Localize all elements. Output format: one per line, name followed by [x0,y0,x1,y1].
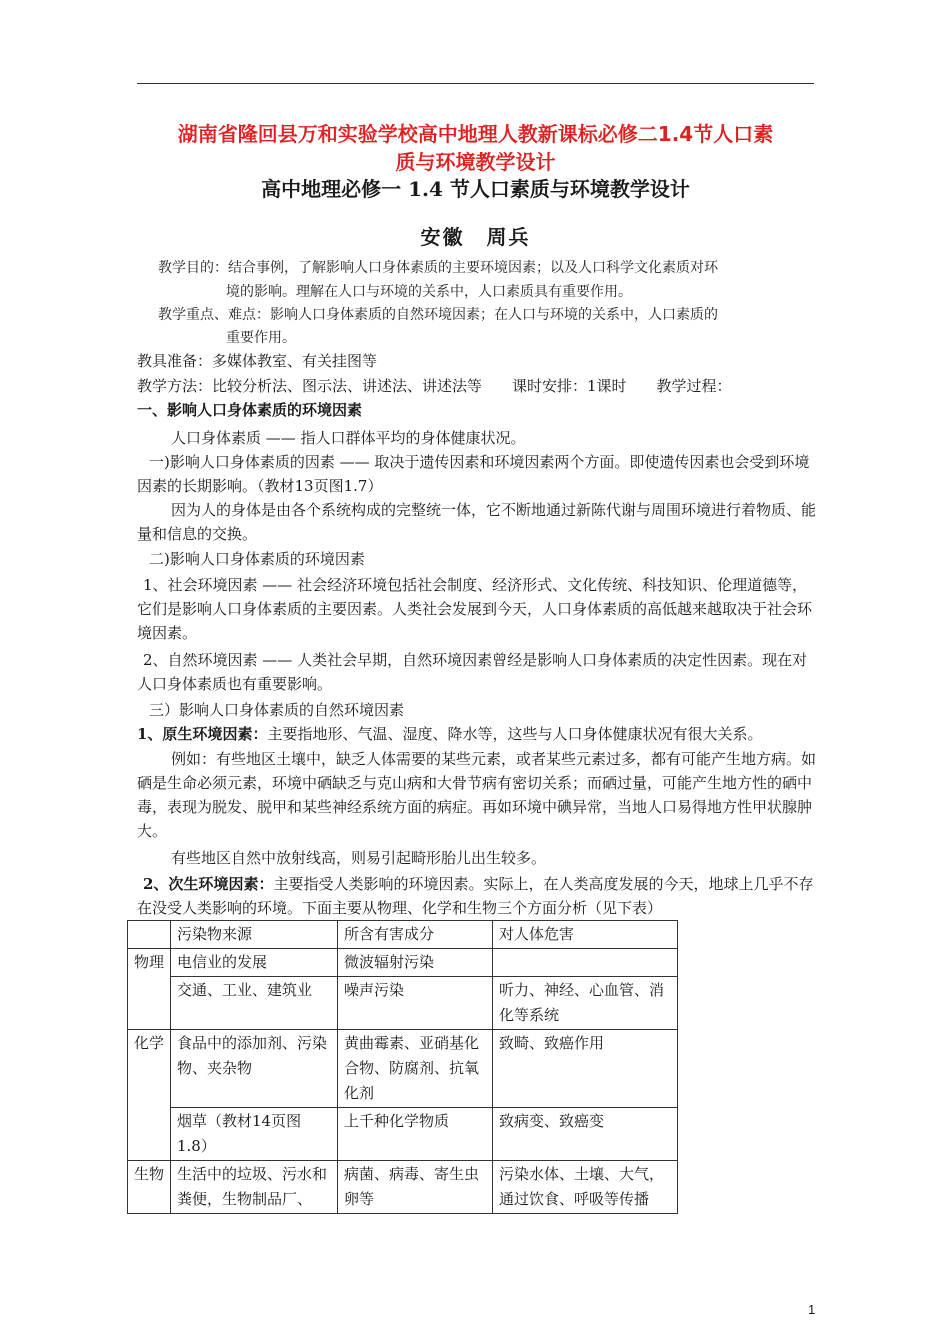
table-cell: 交通、工业、建筑业 [171,977,338,1030]
category-biology: 生物 [128,1161,171,1214]
page-number: 1 [808,1302,816,1317]
table-row [128,1161,678,1214]
table-cell: 食品中的添加剂、污染物、夹杂物 [171,1030,338,1108]
header-cell: 对人体危害 [493,921,678,949]
header-rule [137,83,814,84]
primary-factor-label: 1、原生环境因素： [137,725,268,743]
category-chemistry: 化学 [128,1030,171,1161]
table-row [128,1030,678,1108]
objective-line-1: 教学目的：结合事例，了解影响人口身体素质的主要环境因素；以及人口科学文化素质对环 [158,260,718,276]
radiation-paragraph: 有些地区自然中放射线高，则易引起畸形胎儿出生较多。 [171,849,547,867]
lesson-title: 高中地理必修一 1.4 节人口素质与环境教学设计 [261,177,690,201]
key-points-line-1: 教学重点、难点：影响人口身体素质的自然环境因素；在人口与环境的关系中，人口素质的 [158,307,718,323]
body-system-paragraph: 因为人的身体是由各个系统构成的完整统一体，它不断地通过新陈代谢与周围环境进行着物质、能量和信息的交换。 [137,501,817,543]
header-cell [128,921,171,949]
table-cell: 烟草（教材14页图1.8） [171,1108,338,1161]
table-cell: 污染水体、土壤、大气，通过饮食、呼吸等传播 [493,1161,678,1214]
pollution-table [127,920,678,1214]
table-cell: 噪声污染 [338,977,493,1030]
header-cell: 污染物来源 [171,921,338,949]
table-cell [493,949,678,977]
secondary-factor-label: 2、次生环境因素： [143,875,274,893]
table-header-row [128,921,678,949]
natural-factor-paragraph: 2、自然环境因素 —— 人类社会早期，自然环境因素曾经是影响人口身体素质的决定性因素。现在对人口身体素质也有重要影响。 [137,651,808,693]
key-points-line-2: 重要作用。 [226,330,296,346]
example-paragraph: 例如：有些地区土壤中，缺乏人体需要的某些元素，或者某些元素过多，都有可能产生地方病。如硒是生命必须元素，环境中硒缺乏与克山病和大骨节病有密切关系；而硒过量，可能产生地方性的硒中毒，表现为脱发、脱甲和某些神经系统方面的病症。再如环境中碘异常，当地人口易得地方性甲状腺肿大。 [137,750,817,840]
primary-factor-paragraph [137,722,817,746]
table-cell: 上千种化学物质 [338,1108,493,1161]
table-cell: 听力、神经、心血管、消化等系统 [493,977,678,1030]
definition-paragraph: 人口身体素质 —— 指人口群体平均的身体健康状况。 [171,429,526,447]
table-cell: 致畸、致癌作用 [493,1030,678,1108]
teaching-tools: 教具准备：多媒体教室、有关挂图等 [137,352,378,370]
table-cell: 黄曲霉素、亚硝基化合物、防腐剂、抗氧化剂 [338,1030,493,1108]
secondary-factor-text: 主要指受人类影响的环境因素。实际上，在人类高度发展的今天，地球上几乎不存在没受人类影响的环境。下面主要从物理、化学和生物三个方面分析（见下表） [137,875,814,917]
title-line-2: 质与环境教学设计 [395,150,556,174]
header-cell: 所含有害成分 [338,921,493,949]
objective-line-2: 境的影响。理解在人口与环境的关系中，人口素质具有重要作用。 [226,284,632,300]
subheading-2: 二)影响人口身体素质的环境因素 [149,550,365,568]
table-row [128,977,678,1030]
category-physics: 物理 [128,949,171,1030]
table-cell: 致病变、致癌变 [493,1108,678,1161]
subheading-3: 三）影响人口身体素质的自然环境因素 [149,701,405,719]
title-line-1: 湖南省隆回县万和实验学校高中地理人教新课标必修二1.4节人口素 [177,122,774,146]
teaching-methods: 教学方法：比较分析法、图示法、讲述法、讲述法等 课时安排：1课时 教学过程： [137,377,732,395]
section-1-heading: 一、影响人口身体素质的环境因素 [137,401,363,419]
social-factor-paragraph: 1、社会环境因素 —— 社会经济环境包括社会制度、经济形式、文化传统、科技知识、伦理道德等，它们是影响人口身体素质的主要因素。人类社会发展到今天，人口身体素质的高低越来越取决于社会环境因素。 [137,576,813,642]
table-cell: 微波辐射污染 [338,949,493,977]
table-row [128,949,678,977]
factors-paragraph: 一)影响人口身体素质的因素 —— 取决于遗传因素和环境因素两个方面。即使遗传因素也会受到环境因素的长期影响。（教材13页图1.7） [137,453,810,495]
table-cell: 病菌、病毒、寄生虫卵等 [338,1161,493,1214]
author: 安徽 周兵 [420,225,531,249]
table-row [128,1108,678,1161]
primary-factor-text: 主要指地形、气温、湿度、降水等，这些与人口身体健康状况有很大关系。 [267,725,763,743]
secondary-factor-paragraph [137,872,817,920]
table-cell: 电信业的发展 [171,949,338,977]
document-title [137,120,814,176]
table-cell: 生活中的垃圾、污水和粪便，生物制品厂、 [171,1161,338,1214]
